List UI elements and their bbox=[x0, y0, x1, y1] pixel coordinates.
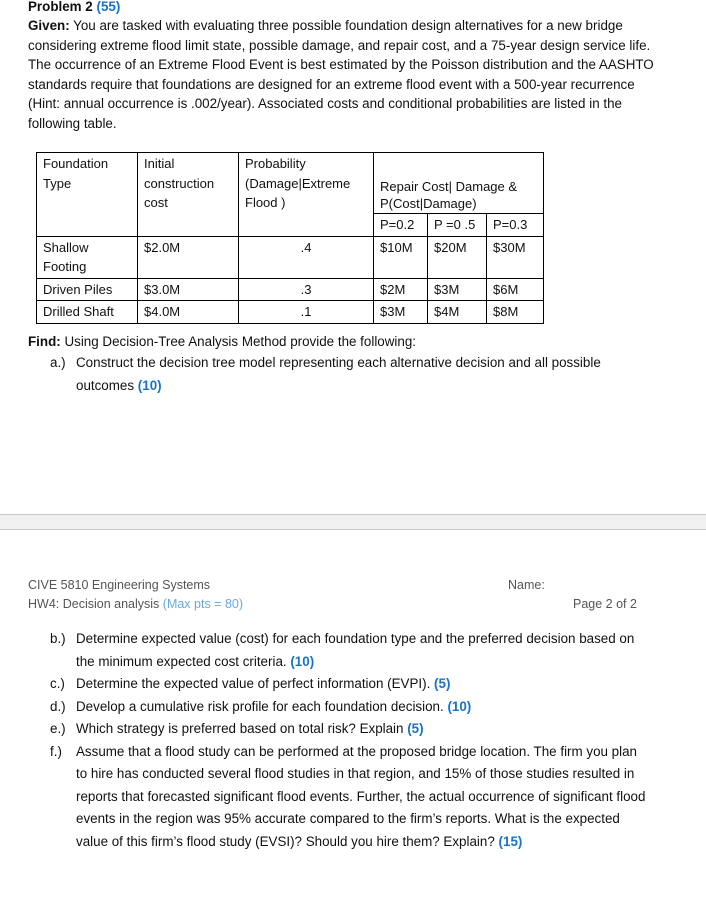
sub-header: P=0.3 bbox=[487, 214, 544, 237]
sub-header: P=0.2 bbox=[374, 214, 428, 237]
header-foundation: Foundation Type bbox=[37, 153, 138, 237]
question-c: c.) Determine the expected value of perfect information (EVPI). (5) bbox=[50, 676, 451, 691]
table-row: Shallow Footing $2.0M .4 $10M $20M $30M bbox=[37, 236, 544, 278]
header-repair-cost: Repair Cost| Damage & P(Cost|Damage) bbox=[374, 153, 544, 214]
questions-list bbox=[50, 628, 650, 853]
header-probability: Probability (Damage|Extreme Flood ) bbox=[239, 153, 374, 237]
sub-header: P =0 .5 bbox=[428, 214, 487, 237]
question-a: a.) Construct the decision tree model representing each alternative decision and all possible outcomes (10) bbox=[50, 355, 601, 393]
question-b: b.) Determine expected value (cost) for each foundation type and the preferred decision based on the minimum expected cost criteria. (10) bbox=[50, 631, 635, 669]
problem-title: Problem 2 (55) bbox=[28, 0, 121, 14]
table-row: Drilled Shaft $4.0M .1 $3M $4M $8M bbox=[37, 301, 544, 324]
page-header: CIVE 5810 Engineering Systems HW4: Decision analysis (Max pts = 80) Name: Page 2 of 2 bbox=[28, 578, 637, 611]
header-initial-cost: Initial construction cost bbox=[138, 153, 239, 237]
page-break bbox=[0, 514, 706, 530]
question-d: d.) Develop a cumulative risk profile for each foundation decision. (10) bbox=[50, 698, 472, 714]
cost-table bbox=[36, 152, 544, 324]
find-section: Find: Using Decision-Tree Analysis Method provide the following: a.) Construct the decision tree model representing each alternative decision and all possible outcomes (10) bbox=[28, 332, 650, 397]
table-row: Driven Piles $3.0M .3 $2M $3M $6M bbox=[37, 278, 544, 301]
given-paragraph: Given: You are tasked with evaluating three possible foundation design alternatives for a new bridge considering extreme flood limit state, possible damage, and repair cost, and a 75-year design service life. The occurrence of an Extreme Flood Event is best estimated by the Poisson distribution and the AASHTO standards require that foundations are designed for an extreme flood event with a 500-year recurrence (Hint: annual occurrence is .002/year). Associated costs and conditional probabilities are listed in the following table. bbox=[28, 18, 654, 131]
question-e: e.) Which strategy is preferred based on total risk? Explain (5) bbox=[50, 721, 424, 736]
question-f: f.) Assume that a flood study can be performed at the proposed bridge location. The firm you plan to hire has conducted several flood studies in that region, and 15% of those studies resulted in reports that forecasted significant flood events. Further, the actual occurrence of significant flood events in the region was 95% accurate compared to the firm’s reports. What is the expected value of this firm’s flood study (EVSI)? Should you hire them? Explain? (15) bbox=[50, 743, 646, 849]
